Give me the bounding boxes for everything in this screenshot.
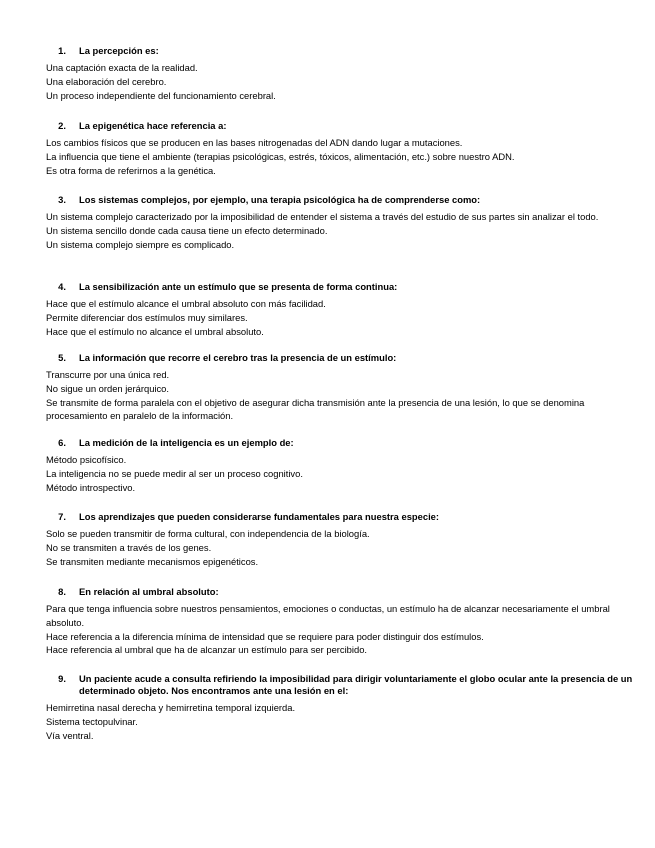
question-3 <box>46 194 636 251</box>
question-4 <box>46 281 636 338</box>
question-number: 5. <box>58 352 66 363</box>
question-title <box>46 437 636 449</box>
question-title <box>46 120 636 132</box>
question-number: 4. <box>58 281 66 292</box>
question-text: La sensibilización ante un estímulo que se presenta de forma continua: <box>79 281 398 292</box>
question-title <box>46 45 636 57</box>
question-number: 2. <box>58 120 66 131</box>
question-number: 7. <box>58 511 66 522</box>
question-6 <box>46 437 636 494</box>
question-text: La medición de la inteligencia es un ejemplo de: <box>79 437 294 448</box>
question-number: 6. <box>58 437 66 448</box>
answer-option: Se transmite de forma paralela con el objetivo de asegurar dicha transmisión ante la presencia de una lesión, lo que se denomina procesamiento en paralelo de la información. <box>46 396 585 422</box>
question-number: 9. <box>58 673 66 684</box>
question-7 <box>46 511 636 568</box>
question-text: Los aprendizajes que pueden considerarse fundamentales para nuestra especie: <box>79 511 440 522</box>
question-number: 1. <box>58 45 66 56</box>
answer-option: Un proceso independiente del funcionamiento cerebral. <box>46 89 276 101</box>
answer-option: No se transmiten a través de los genes. <box>46 541 212 553</box>
answer-option: Se transmiten mediante mecanismos epigenéticos. <box>46 555 259 567</box>
question-1 <box>46 45 636 102</box>
question-text: Un paciente acude a consulta refiriendo la imposibilidad para dirigir voluntariamente el globo ocular ante la presencia de un determinado objeto. Nos encontramos ante una lesión en el: <box>79 673 633 696</box>
question-text: La información que recorre el cerebro tras la presencia de un estímulo: <box>79 352 397 363</box>
answer-option: Vía ventral. <box>46 729 94 741</box>
answer-option: Hace referencia a la diferencia mínima de intensidad que se requiere para poder distinguir dos estímulos. <box>46 630 484 642</box>
answer-option: Un sistema sencillo donde cada causa tiene un efecto determinado. <box>46 224 328 236</box>
question-title <box>46 352 636 364</box>
question-text: Los sistemas complejos, por ejemplo, una terapia psicológica ha de comprenderse como: <box>79 194 481 205</box>
question-text: En relación al umbral absoluto: <box>79 586 219 597</box>
answer-option: Sistema tectopulvinar. <box>46 715 138 727</box>
answer-option: Solo se pueden transmitir de forma cultural, con independencia de la biología. <box>46 528 370 539</box>
question-8 <box>46 586 636 657</box>
question-5 <box>46 352 636 423</box>
answer-option: No sigue un orden jerárquico. <box>46 382 169 394</box>
question-title <box>46 673 636 697</box>
answer-option: Método introspectivo. <box>46 481 136 493</box>
answer-option: Hemirretina nasal derecha y hemirretina temporal izquierda. <box>46 702 296 713</box>
question-9 <box>46 673 636 742</box>
answer-option: Una captación exacta de la realidad. <box>46 62 198 73</box>
answer-option: La influencia que tiene el ambiente (terapias psicológicas, estrés, tóxicos, alimentación, etc.) sobre nuestro ADN. <box>46 150 515 162</box>
answer-option: Un sistema complejo siempre es complicado. <box>46 238 235 250</box>
answer-option: Transcurre por una única red. <box>46 369 170 380</box>
answer-option: La inteligencia no se puede medir al ser un proceso cognitivo. <box>46 467 303 479</box>
question-title <box>46 194 636 206</box>
question-title <box>46 586 636 598</box>
answer-option: Hace referencia al umbral que ha de alcanzar un estímulo para ser percibido. <box>46 644 368 656</box>
answer-option: Un sistema complejo caracterizado por la imposibilidad de entender el sistema a través del estudio de sus partes sin analizar el todo. <box>46 211 599 222</box>
question-number: 3. <box>58 194 66 205</box>
question-title <box>46 281 636 293</box>
answer-option: Para que tenga influencia sobre nuestros pensamientos, emociones o conductas, un estímulo ha de alcanzar necesariamente el umbral absoluto. <box>46 603 610 628</box>
question-text: La epigenética hace referencia a: <box>79 120 227 131</box>
question-text: La percepción es: <box>79 45 159 56</box>
question-title <box>46 511 636 523</box>
answer-option: Hace que el estímulo alcance el umbral absoluto con más facilidad. <box>46 298 326 309</box>
answer-option: Es otra forma de referirnos a la genética. <box>46 164 216 176</box>
answer-option: Hace que el estímulo no alcance el umbral absoluto. <box>46 325 264 337</box>
answer-option: Permite diferenciar dos estímulos muy similares. <box>46 311 248 323</box>
answer-option: Los cambios físicos que se producen en las bases nitrogenadas del ADN dando lugar a mutaciones. <box>46 137 463 148</box>
question-number: 8. <box>58 586 66 597</box>
answer-option: Método psicofísico. <box>46 454 127 465</box>
answer-option: Una elaboración del cerebro. <box>46 75 167 87</box>
question-2 <box>46 120 636 177</box>
